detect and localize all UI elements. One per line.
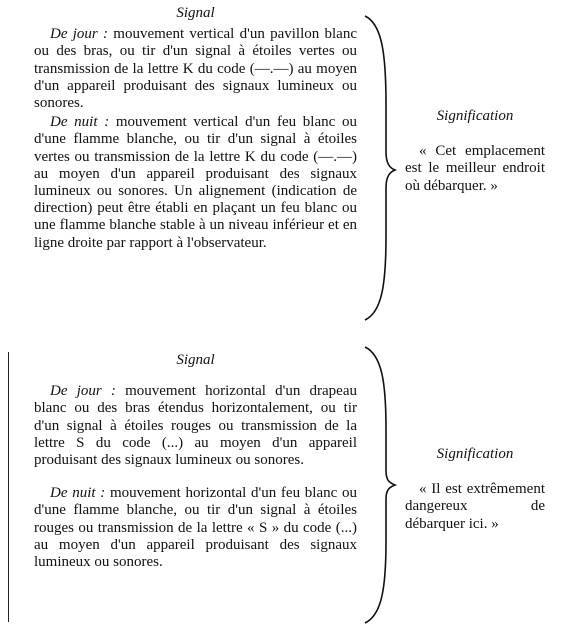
day-label: De jour : [50, 26, 109, 43]
signal-description-2 [34, 352, 357, 573]
signal-heading: Signal [176, 352, 215, 368]
night-text: mouvement vertical d'un feu blanc ou d'une flamme blanche, ou tir d'un signal à étoiles vertes ou transmission de la lettre K du code (—.—) au moyen d'un appareil produisant des signaux lumineux ou sonores. Un alignement (indication de direction) peut être établi en plaçant un feu blanc ou une flamme blanche stable à un niveau inférieur et en ligne droite par rapport à l'observateur. [34, 114, 357, 251]
day-label: De jour : [50, 383, 116, 400]
day-signal-paragraph [34, 383, 357, 469]
night-signal-paragraph [34, 114, 357, 252]
right-brace-2 [362, 345, 398, 625]
night-label: De nuit : [50, 114, 110, 131]
signification-1 [405, 108, 545, 195]
night-label: De nuit : [50, 485, 106, 502]
signification-heading: Signification [436, 108, 514, 124]
signal-heading: Signal [176, 5, 215, 21]
day-text: mouvement vertical d'un pavillon blanc ou des bras, ou tir d'un signal à étoiles vertes ou transmission de la lettre K du code (—.—) au moyen d'un appareil produisant des signaux lumineux ou sonores. [34, 26, 357, 112]
left-margin-rule [8, 352, 9, 622]
night-signal-paragraph [34, 485, 357, 571]
day-text: mouvement horizontal d'un drapeau blanc ou des bras étendus horizontalement, ou tir d'un signal à étoiles rouges ou transmission de la lettre S du code (...) au moyen d'un appareil produisant des signaux lumineux ou sonores. [34, 383, 357, 469]
signification-text: « Cet emplacement est le meilleur endroit où débarquer. » [405, 143, 545, 194]
night-text: mouvement horizontal d'un feu blanc ou d'une flamme blanche, ou tir d'un signal à étoiles rouges ou transmission de la lettre « S » du code (...) au moyen d'un appareil produisant des signaux lumineux ou sonores. [34, 485, 357, 571]
day-signal-paragraph [34, 26, 357, 112]
signification-heading: Signification [436, 446, 514, 462]
signification-2 [405, 446, 545, 533]
right-brace-1 [362, 14, 398, 322]
signification-text: « Il est extrêmement dangereux de débarquer ici. » [405, 481, 545, 532]
signal-description-1 [34, 5, 357, 254]
